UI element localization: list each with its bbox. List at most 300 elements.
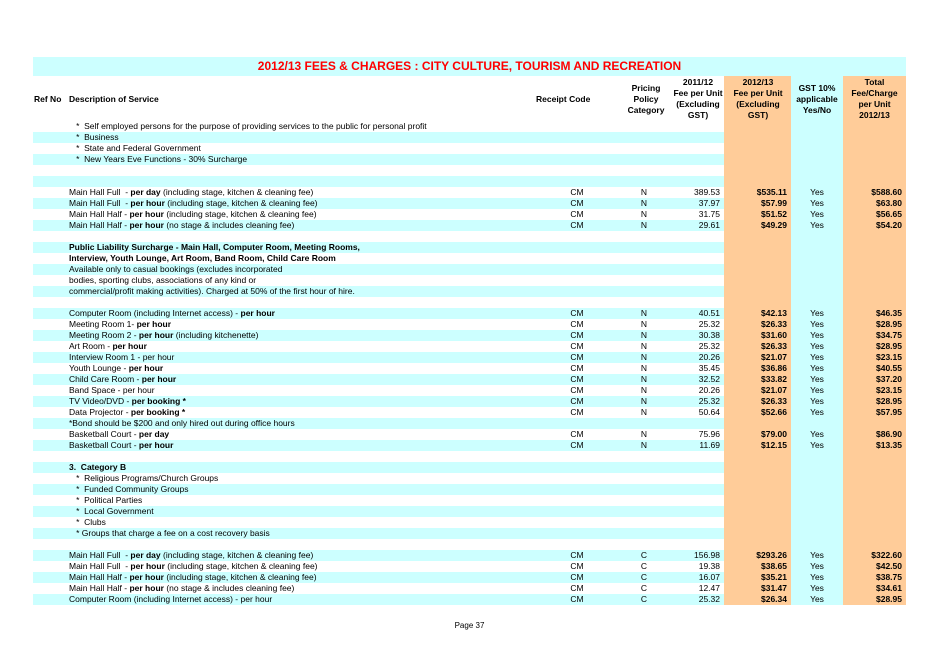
receipt-code-cell: CM [536, 330, 618, 341]
pricing-category-cell [618, 242, 670, 253]
description-post: (including stage, kitchen & cleaning fee) [160, 550, 314, 560]
description-cell [66, 484, 536, 495]
ref-no-cell [33, 462, 66, 473]
fee-2011-cell: 20.26 [698, 385, 720, 395]
fee-2012-cell [724, 297, 791, 308]
description-bold: per hour [129, 572, 164, 582]
pricing-category-cell: N [618, 198, 670, 209]
fee-2012-cell: $293.26 [724, 550, 791, 561]
total-fee-cell [843, 286, 906, 297]
fee-2012-cell [724, 165, 791, 176]
receipt-code-cell: CM [570, 429, 584, 439]
receipt-code-cell [536, 539, 618, 550]
header-line: Fee per Unit [673, 88, 723, 98]
receipt-code-cell: CM [570, 583, 584, 593]
fee-2012-cell: $51.52 [724, 209, 791, 220]
ref-no-cell [33, 583, 66, 594]
description-pre: Main Hall Half - [69, 209, 130, 219]
pricing-category-cell: C [618, 572, 670, 583]
table-row [33, 385, 906, 396]
header-line: 2011/12 [682, 77, 714, 87]
description-bold: per day [138, 429, 170, 439]
receipt-code-cell [536, 286, 618, 297]
fee-2011-cell [670, 484, 724, 495]
header-line: applicable [796, 94, 838, 104]
fee-2011-cell: 11.69 [670, 440, 724, 451]
fee-2012-cell [724, 275, 791, 286]
ref-no-cell [33, 429, 66, 440]
description-pre: Youth Lounge - [69, 363, 129, 373]
description-cell [66, 407, 536, 418]
ref-no-cell [33, 121, 66, 132]
fee-2011-cell [670, 528, 724, 539]
description-pre: Basketball Court - [69, 440, 139, 450]
description-pre: Main Hall Full - [69, 187, 131, 197]
ref-no-cell [33, 385, 66, 396]
description-cell [66, 539, 536, 550]
fee-2012-cell [724, 528, 791, 539]
table-row [33, 374, 906, 385]
description-cell [66, 165, 536, 176]
description-pre: * State and Federal Government [69, 143, 201, 153]
gst-cell [791, 231, 843, 242]
header-line: (Excluding [736, 99, 780, 109]
description-pre: Data Projector - [69, 407, 131, 417]
total-fee-cell [843, 473, 906, 484]
gst-cell: Yes [791, 352, 843, 363]
fee-2012-cell [724, 517, 791, 528]
receipt-code-cell: CM [570, 385, 584, 395]
ref-no-cell [33, 154, 66, 165]
ref-no-cell [33, 440, 66, 451]
receipt-code-cell [536, 297, 618, 308]
total-fee-cell: $23.15 [843, 385, 906, 396]
pricing-category-cell: N [640, 319, 648, 329]
fee-2011-cell: 25.32 [698, 341, 720, 351]
description-cell [66, 462, 536, 473]
description-cell [66, 418, 536, 429]
ref-no-cell [33, 561, 66, 572]
fee-2012-cell [724, 451, 791, 462]
total-fee-cell [843, 242, 906, 253]
gst-cell: Yes [791, 561, 843, 572]
fee-2011-cell [670, 495, 724, 506]
ref-no-cell [33, 308, 66, 319]
total-fee-cell: $28.95 [843, 319, 906, 330]
pricing-category-cell [618, 253, 670, 264]
pricing-category-cell: N [618, 330, 670, 341]
pricing-category-cell [618, 473, 670, 484]
table-row [33, 308, 906, 319]
description-pre: Computer Room (including Internet access) - [69, 308, 241, 318]
ref-no-cell [33, 550, 66, 561]
description-bold: per hour [129, 583, 164, 593]
table-row [33, 407, 906, 418]
gst-cell: Yes [791, 209, 843, 220]
description-bold: per hour [130, 198, 165, 208]
fee-2011-cell [670, 506, 724, 517]
description-pre: Art Room - [69, 341, 113, 351]
total-fee-cell [843, 495, 906, 506]
ref-no-cell [33, 231, 66, 242]
description-bold: per hour [129, 220, 164, 230]
description-bold: per booking * [130, 407, 186, 417]
pricing-category-cell [618, 154, 670, 165]
gst-cell: Yes [791, 363, 843, 374]
ref-no-cell [33, 187, 66, 198]
table-row [33, 121, 906, 132]
pricing-category-cell: N [618, 440, 670, 451]
total-fee-cell [843, 418, 906, 429]
table-row [33, 286, 906, 297]
table-row [33, 473, 906, 484]
fee-2012-cell [724, 253, 791, 264]
fee-2012-cell [724, 132, 791, 143]
fee-2012-cell: $21.07 [724, 352, 791, 363]
description-bold: per hour [128, 363, 164, 373]
total-fee-cell [843, 451, 906, 462]
fee-2012-cell [724, 264, 791, 275]
ref-no-cell [33, 132, 66, 143]
description-bold: per booking * [131, 396, 186, 406]
receipt-code-cell: CM [536, 220, 618, 231]
fee-2011-cell: 12.47 [698, 583, 720, 593]
fee-2011-cell [670, 517, 724, 528]
fee-2012-cell: $79.00 [724, 429, 791, 440]
fee-2012-cell: $535.11 [724, 187, 791, 198]
gst-cell [791, 143, 843, 154]
table-row [33, 418, 906, 429]
table-row [33, 352, 906, 363]
fee-2011-cell: 156.98 [670, 550, 724, 561]
description-pre: * Business [69, 132, 119, 142]
fee-2012-cell [724, 286, 791, 297]
pricing-category-cell: N [618, 374, 670, 385]
description-cell [66, 121, 536, 132]
fee-2011-cell: 50.64 [698, 407, 720, 417]
total-fee-cell: $28.95 [843, 396, 906, 407]
description-pre: * Clubs [69, 517, 106, 527]
ref-no-cell [33, 341, 66, 352]
description-pre: Main Hall Full - [69, 550, 131, 560]
header-receipt-code: Receipt Code [536, 94, 591, 104]
total-fee-cell: $86.90 [843, 429, 906, 440]
table-row [33, 209, 906, 220]
fee-2012-cell: $49.29 [724, 220, 791, 231]
pricing-category-cell [618, 176, 670, 187]
table-row [33, 297, 906, 308]
total-fee-cell: $28.95 [843, 341, 906, 352]
pricing-category-cell: N [640, 407, 648, 417]
header-line: Fee/Charge [851, 88, 898, 98]
fee-2011-cell [670, 286, 724, 297]
header-line: Fee per Unit [733, 88, 783, 98]
gst-cell: Yes [791, 594, 843, 605]
table-row [33, 550, 906, 561]
total-fee-cell: $40.55 [843, 363, 906, 374]
total-fee-cell: $57.95 [843, 407, 906, 418]
fee-2012-cell [724, 484, 791, 495]
description-cell [66, 330, 536, 341]
header-line: Policy [633, 94, 659, 104]
gst-cell: Yes [791, 407, 843, 418]
fee-2012-cell: $36.86 [724, 363, 791, 374]
pricing-category-cell: C [640, 561, 648, 571]
fee-2012-cell: $42.13 [724, 308, 791, 319]
total-fee-cell: $28.95 [843, 594, 906, 605]
receipt-code-cell: CM [536, 308, 618, 319]
gst-cell: Yes [791, 429, 843, 440]
fee-2012-cell [724, 231, 791, 242]
description-bold: per hour [136, 319, 172, 329]
fee-2011-cell: 37.97 [670, 198, 724, 209]
gst-cell: Yes [791, 396, 843, 407]
ref-no-cell [33, 286, 66, 297]
description-cell [66, 517, 536, 528]
gst-cell: Yes [791, 319, 843, 330]
pricing-category-cell [618, 264, 670, 275]
table-row [33, 132, 906, 143]
gst-cell [791, 451, 843, 462]
fee-2012-cell: $26.33 [724, 341, 791, 352]
header-line: Pricing [631, 83, 661, 93]
gst-cell: Yes [791, 550, 843, 561]
ref-no-cell [33, 539, 66, 550]
description-bold: per hour [240, 308, 275, 318]
description-cell [66, 396, 536, 407]
pricing-category-cell: N [640, 341, 648, 351]
receipt-code-cell [536, 242, 618, 253]
fee-2011-cell: 25.32 [670, 594, 724, 605]
receipt-code-cell [536, 462, 618, 473]
description-cell [66, 385, 536, 396]
table-row [33, 165, 906, 176]
gst-cell [791, 242, 843, 253]
total-fee-cell: $588.60 [843, 187, 906, 198]
fee-2011-cell: 30.38 [670, 330, 724, 341]
gst-cell: Yes [791, 220, 843, 231]
pricing-category-cell [618, 462, 670, 473]
ref-no-cell [33, 176, 66, 187]
table-row [33, 242, 906, 253]
total-fee-cell [843, 462, 906, 473]
header-pricing-policy [620, 83, 672, 116]
fee-2011-cell [670, 418, 724, 429]
header-line: 2012/13 [742, 77, 774, 87]
description-cell [66, 550, 536, 561]
description-post: (including stage, kitchen & cleaning fee) [164, 198, 318, 208]
pricing-category-cell: N [640, 429, 648, 439]
gst-cell: Yes [791, 440, 843, 451]
description-cell [66, 187, 536, 198]
fee-2012-cell: $31.60 [724, 330, 791, 341]
fee-2012-cell [724, 242, 791, 253]
ref-no-cell [33, 374, 66, 385]
fee-2012-cell [724, 506, 791, 517]
ref-no-cell [33, 451, 66, 462]
receipt-code-cell [536, 275, 618, 286]
pricing-category-cell [618, 495, 670, 506]
description-pre: Available only to casual bookings (excludes incorporated [69, 264, 283, 274]
table-row [33, 363, 906, 374]
gst-cell: Yes [791, 330, 843, 341]
header-ref-no: Ref No [34, 94, 62, 104]
description-post: (including stage, kitchen & cleaning fee) [164, 561, 318, 571]
header-line: Yes/No [802, 105, 832, 115]
fee-2011-cell [670, 451, 724, 462]
fee-2011-cell [670, 253, 724, 264]
pricing-category-cell: N [640, 209, 648, 219]
receipt-code-cell: CM [536, 572, 618, 583]
description-bold: per hour [130, 561, 165, 571]
table-row [33, 220, 906, 231]
description-cell [66, 506, 536, 517]
fee-2011-cell: 29.61 [670, 220, 724, 231]
ref-no-cell [33, 484, 66, 495]
table-row [33, 539, 906, 550]
ref-no-cell [33, 264, 66, 275]
description-bold: per day [130, 187, 161, 197]
total-fee-cell [843, 539, 906, 550]
description-cell [66, 528, 536, 539]
total-fee-cell: $34.61 [843, 583, 906, 594]
header-fee-2012 [726, 77, 790, 121]
description-cell [66, 231, 536, 242]
fee-2011-cell [670, 297, 724, 308]
total-fee-cell [843, 297, 906, 308]
fee-2012-cell [724, 176, 791, 187]
fee-2012-cell: $52.66 [724, 407, 791, 418]
fee-2011-cell [670, 165, 724, 176]
description-pre: Band Space - per hour [69, 385, 155, 395]
fee-2012-cell [724, 462, 791, 473]
description-post: (including stage, kitchen & cleaning fee) [163, 209, 317, 219]
description-post: (no stage & includes cleaning fee) [163, 220, 295, 230]
fee-2012-cell: $38.65 [724, 561, 791, 572]
gst-cell: Yes [791, 198, 843, 209]
fee-2011-cell: 75.96 [698, 429, 720, 439]
fee-2012-cell [724, 495, 791, 506]
description-cell [66, 143, 536, 154]
receipt-code-cell: CM [536, 352, 618, 363]
header-line: 2012/13 [859, 110, 890, 120]
description-cell [66, 374, 536, 385]
receipt-code-cell [536, 264, 618, 275]
pricing-category-cell [618, 286, 670, 297]
receipt-code-cell [536, 143, 618, 154]
header-line: Category [627, 105, 665, 115]
receipt-code-cell: CM [536, 550, 618, 561]
ref-no-cell [33, 495, 66, 506]
header-fee-2011 [670, 77, 726, 121]
receipt-code-cell [536, 121, 618, 132]
ref-no-cell [33, 528, 66, 539]
description-cell [66, 264, 536, 275]
description-pre: Main Hall Full - [69, 198, 131, 208]
ref-no-cell [33, 517, 66, 528]
ref-no-cell [33, 143, 66, 154]
description-cell [66, 286, 536, 297]
pricing-category-cell: C [618, 550, 670, 561]
description-pre: * Political Parties [69, 495, 143, 505]
receipt-code-cell [536, 495, 618, 506]
table-row [33, 264, 906, 275]
receipt-code-cell [536, 484, 618, 495]
total-fee-cell: $63.80 [843, 198, 906, 209]
gst-cell: Yes [791, 374, 843, 385]
description-cell [66, 220, 536, 231]
pricing-category-cell [618, 121, 670, 132]
total-fee-cell [843, 528, 906, 539]
total-fee-cell: $13.35 [843, 440, 906, 451]
description-pre: TV Video/DVD - [69, 396, 132, 406]
description-cell [66, 561, 536, 572]
gst-cell: Yes [791, 308, 843, 319]
table-row [33, 517, 906, 528]
description-bold: per hour [138, 330, 174, 340]
description-cell [66, 341, 536, 352]
description-cell [66, 242, 536, 253]
gst-cell [791, 506, 843, 517]
fee-2011-cell: 40.51 [670, 308, 724, 319]
description-post: (including stage, kitchen & cleaning fee) [160, 187, 314, 197]
description-cell [66, 594, 536, 605]
fee-2011-cell [670, 275, 724, 286]
description-pre: bodies, sporting clubs, associations of any kind or [69, 275, 257, 285]
gst-cell: Yes [791, 385, 843, 396]
receipt-code-cell [536, 506, 618, 517]
fee-2011-cell [670, 242, 724, 253]
ref-no-cell [33, 506, 66, 517]
receipt-code-cell [536, 517, 618, 528]
pricing-category-cell [618, 528, 670, 539]
receipt-code-cell: CM [536, 198, 618, 209]
header-line: GST 10% [798, 83, 836, 93]
total-fee-cell: $42.50 [843, 561, 906, 572]
fee-2011-cell: 35.45 [698, 363, 720, 373]
pricing-category-cell [618, 484, 670, 495]
total-fee-cell [843, 275, 906, 286]
gst-cell [791, 297, 843, 308]
fee-2012-cell [724, 418, 791, 429]
pricing-category-cell: N [640, 187, 648, 197]
fee-2011-cell [670, 154, 724, 165]
table-row [33, 275, 906, 286]
gst-cell [791, 176, 843, 187]
gst-cell [791, 154, 843, 165]
description-post: (including stage, kitchen & cleaning fee) [163, 572, 317, 582]
table-row [33, 495, 906, 506]
table-row [33, 187, 906, 198]
total-fee-cell: $38.75 [843, 572, 906, 583]
pricing-category-cell [618, 143, 670, 154]
fee-2012-cell: $31.47 [724, 583, 791, 594]
table-row [33, 561, 906, 572]
receipt-code-cell: CM [536, 396, 618, 407]
fee-2012-cell: $26.34 [724, 594, 791, 605]
description-pre: Main Hall Half - [69, 220, 130, 230]
description-cell [66, 297, 536, 308]
pricing-category-cell [618, 418, 670, 429]
receipt-code-cell [536, 418, 618, 429]
total-fee-cell: $34.75 [843, 330, 906, 341]
description-pre: * Self employed persons for the purpose of providing services to the public for personal profit [69, 121, 427, 131]
ref-no-cell [33, 165, 66, 176]
pricing-category-cell: N [618, 352, 670, 363]
receipt-code-cell: CM [570, 319, 584, 329]
description-cell [66, 209, 536, 220]
gst-cell [791, 418, 843, 429]
